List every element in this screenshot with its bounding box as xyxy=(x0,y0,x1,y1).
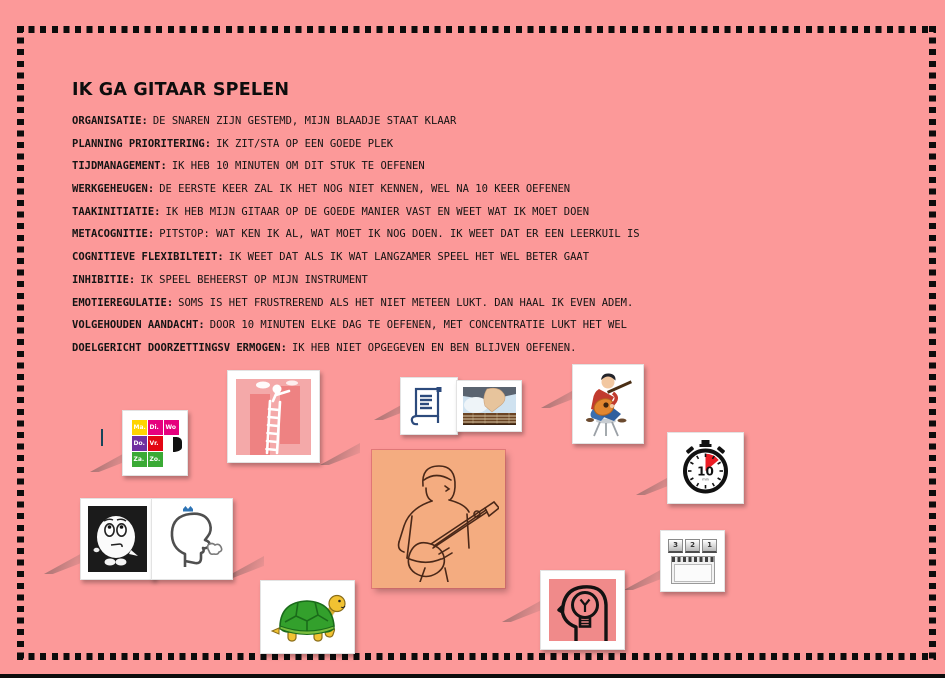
checklist-label: METACOGNITIE: xyxy=(72,228,155,240)
guitar-man-image xyxy=(572,364,644,444)
electric-guitar-player-sketch xyxy=(379,456,499,582)
checklist-item xyxy=(72,251,589,263)
film-sprockets xyxy=(672,557,714,562)
exhaling-head-illustration xyxy=(159,506,225,572)
calendar-day: Ma. xyxy=(132,420,147,435)
checklist-text: IK ZIT/STA OP EEN GOEDE PLEK xyxy=(216,138,394,150)
breathing-head-image xyxy=(151,498,233,580)
weekly-calendar-image xyxy=(122,410,188,476)
frustrated-emoji-illustration xyxy=(88,506,147,572)
text-cursor xyxy=(101,429,103,446)
checklist-item xyxy=(72,297,633,309)
film-screen xyxy=(674,564,712,582)
head-with-lightbulb-illustration xyxy=(549,579,616,641)
checklist-text: DE EERSTE KEER ZAL IK HET NOG NIET KENNEN, WEL NA 10 KEER OEFENEN xyxy=(159,183,571,195)
checklist-label: COGNITIEVE FLEXIBILTEIT: xyxy=(72,251,224,263)
checklist-text: IK HEB 10 MINUTEN OM DIT STUK TE OEFENEN xyxy=(171,160,425,172)
countdown-digit: 1 xyxy=(702,539,717,553)
card-shadow xyxy=(624,568,664,590)
turtle-illustration xyxy=(268,588,347,646)
countdown-digit: 3 xyxy=(668,539,683,553)
checklist-item xyxy=(72,274,368,286)
frustrated-emoji-image xyxy=(80,498,155,580)
calendar-empty-cell xyxy=(164,452,179,467)
dashed-border-left xyxy=(17,26,24,660)
card-shadow xyxy=(502,600,542,622)
checklist-label: VOLGEHOUDEN AANDACHT: xyxy=(72,319,205,331)
dashed-border-bottom xyxy=(17,653,936,660)
dashed-border-right xyxy=(929,26,936,660)
checklist-text: IK SPEEL BEHEERST OP MIJN INSTRUMENT xyxy=(140,274,368,286)
calendar-day: Wo xyxy=(164,420,179,435)
checklist-text: SOMS IS HET FRUSTREREND ALS HET NIET METEEN LUKT. DAN HAAL IK EVEN ADEM. xyxy=(178,297,634,309)
man-playing-guitar-illustration xyxy=(579,371,637,437)
ladder-pit-illustration xyxy=(236,379,311,455)
checklist-label: TAAKINITIATIE: xyxy=(72,206,161,218)
countdown-digit: 2 xyxy=(685,539,700,553)
checklist-item xyxy=(72,115,456,127)
checklist-label: EMOTIEREGULATIE: xyxy=(72,297,174,309)
checklist-label: TIJDMANAGEMENT: xyxy=(72,160,167,172)
calendar-day: Vr. xyxy=(148,436,163,451)
checklist-text: DE SNAREN ZIJN GESTEMD, MIJN BLAADJE STAAT KLAAR xyxy=(152,115,457,127)
card-shadow xyxy=(320,443,360,465)
countdown-image xyxy=(660,530,725,592)
calendar-day: Zo. xyxy=(148,452,163,467)
checklist-text: IK WEET DAT ALS IK WAT LANGZAMER SPEEL HET WEL BETER GAAT xyxy=(228,251,590,263)
checklist-label: ORGANISATIE: xyxy=(72,115,148,127)
weekly-calendar-grid xyxy=(132,420,179,467)
checklist-text: IK HEB MIJN GITAAR OP DE GOEDE MANIER VAST EN WEET WAT IK MOET DOEN xyxy=(165,206,590,218)
checklist-item xyxy=(72,160,425,172)
stopwatch-10-min-icon xyxy=(675,439,736,497)
learning-pit-image xyxy=(227,370,320,463)
stopwatch-unit: min xyxy=(702,477,709,482)
checklist-item xyxy=(72,319,627,331)
checklist-item xyxy=(72,138,393,150)
calendar-black-disc xyxy=(173,437,182,452)
stopwatch-image xyxy=(667,432,744,504)
scroll-document-icon xyxy=(408,385,450,427)
lightbulb-head-image xyxy=(540,570,625,650)
film-frame xyxy=(671,556,715,584)
bottom-edge-bar xyxy=(0,674,945,678)
checklist-item xyxy=(72,342,576,354)
guitar-player-drawing xyxy=(372,450,505,588)
countdown-321-illustration xyxy=(668,539,717,584)
dashed-border-top xyxy=(17,26,936,33)
fretboard-hand-image xyxy=(456,380,522,432)
checklist-label: WERKGEHEUGEN: xyxy=(72,183,155,195)
checklist-label: DOELGERICHT DOORZETTINGSV ERMOGEN: xyxy=(72,342,287,354)
checklist-label: PLANNING PRIORITERING: xyxy=(72,138,212,150)
checklist-label: INHIBITIE: xyxy=(72,274,136,286)
page-title: IK GA GITAAR SPELEN xyxy=(72,80,290,100)
stopwatch-value: 10 xyxy=(697,464,714,479)
checklist-item xyxy=(72,206,589,218)
checklist-item xyxy=(72,183,570,195)
card-shadow xyxy=(44,552,84,574)
checklist-item xyxy=(72,228,640,240)
calendar-day: Di. xyxy=(148,420,163,435)
turtle-image xyxy=(260,580,355,654)
checklist-text: IK HEB NIET OPGEGEVEN EN BEN BLIJVEN OEFENEN. xyxy=(291,342,577,354)
calendar-day: Do. xyxy=(132,436,147,451)
checklist-text: DOOR 10 MINUTEN ELKE DAG TE OEFENEN, MET CONCENTRATIE LUKT HET WEL xyxy=(209,319,627,331)
calendar-day: Za. xyxy=(132,452,147,467)
guitar-hand-photo xyxy=(463,387,516,425)
checklist-text: PITSTOP: WAT KEN IK AL, WAT MOET IK NOG DOEN. IK WEET DAT ER EEN LEERKUIL IS xyxy=(159,228,640,240)
music-scroll-image xyxy=(400,377,458,435)
